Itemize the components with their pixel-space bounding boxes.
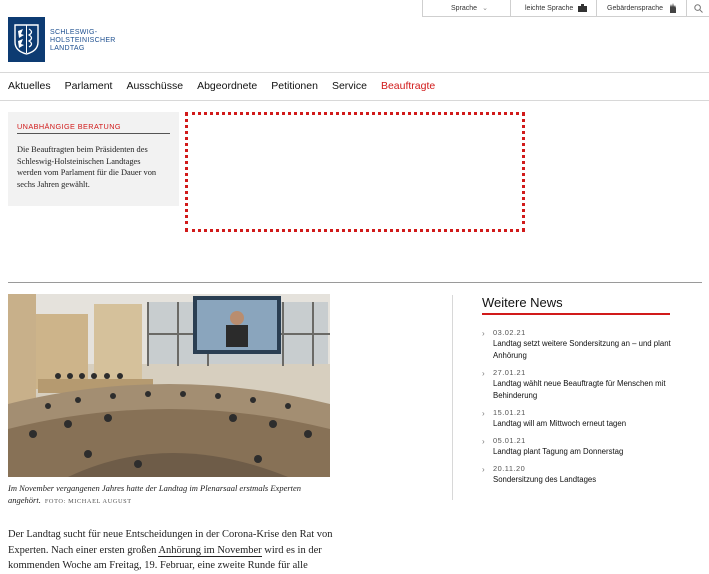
news-item[interactable] (482, 464, 682, 486)
news-headline[interactable]: Landtag will am Mittwoch erneut tagen (493, 419, 627, 428)
news-headline[interactable]: Landtag setzt weitere Sondersitzung an – und plant Anhörung (493, 339, 671, 360)
language-label: Sprache (451, 4, 478, 12)
easy-language-link[interactable] (511, 0, 597, 16)
news-headline[interactable]: Landtag wählt neue Beauftragte für Menschen mit Behinderung (493, 379, 666, 400)
nav-item-beauftragte[interactable]: Beauftragte (380, 80, 436, 92)
book-icon (578, 4, 587, 12)
nav-divider-top (0, 72, 709, 73)
nav-item-petitionen[interactable]: Petitionen (271, 80, 318, 92)
photo-caption-text: Im November vergangenen Jahres hatte der Landtag im Plenarsaal erstmals Experten angehört. (8, 483, 302, 505)
info-box (8, 112, 179, 206)
nav-item-service[interactable]: Service (331, 80, 367, 92)
news-date: 27.01.21 (493, 368, 526, 377)
chevron-right-icon: › (482, 369, 485, 378)
main-navigation (8, 80, 449, 92)
nav-item-abgeordnete[interactable]: Abgeordnete (197, 80, 258, 92)
utility-bar (422, 0, 709, 17)
language-selector[interactable] (423, 0, 511, 16)
nav-item-aktuelles[interactable]: Aktuelles (8, 80, 51, 92)
search-icon (694, 4, 703, 13)
section-divider (8, 282, 702, 283)
plenary-illustration (8, 294, 330, 477)
easy-language-label: leichte Sprache (525, 4, 574, 12)
chevron-right-icon: › (482, 409, 485, 418)
nav-item-parlament[interactable]: Parlament (64, 80, 113, 92)
photo-caption (8, 482, 328, 508)
content-placeholder (185, 112, 525, 232)
logo-line-3: LANDTAG (50, 45, 85, 52)
chevron-down-icon: ⌄ (482, 5, 488, 12)
photo-credit: FOTO: MICHAEL AUGUST (44, 498, 132, 505)
sign-language-link[interactable] (597, 0, 687, 16)
sign-language-label: Gebärdensprache (607, 4, 664, 12)
nav-divider-bottom (0, 100, 709, 101)
news-headline[interactable]: Landtag plant Tagung am Donnerstag (493, 447, 624, 456)
news-item[interactable] (482, 436, 682, 458)
news-date: 05.01.21 (493, 436, 526, 445)
hands-icon (668, 3, 678, 14)
info-box-rule (17, 133, 170, 134)
chevron-right-icon: › (482, 437, 485, 446)
news-item[interactable] (482, 328, 682, 362)
plenary-hall-photo (8, 294, 330, 477)
news-date: 20.11.20 (493, 464, 526, 473)
article-body (8, 527, 338, 574)
logo-line-2: HOLSTEINISCHER (50, 37, 116, 44)
news-item[interactable] (482, 368, 682, 402)
article-text-1: Der Landtag sucht für neue Entscheidungen in der Corona-Krise den Rat von Experten. Nach einer ersten großen (8, 529, 333, 556)
news-date: 03.02.21 (493, 328, 526, 337)
logo-line-1: SCHLESWIG- (50, 29, 98, 36)
chevron-right-icon: › (482, 465, 485, 474)
coat-of-arms-icon (13, 23, 40, 56)
news-list (482, 328, 682, 492)
logo-emblem[interactable] (8, 17, 45, 62)
search-button[interactable] (687, 0, 709, 16)
article-text-2: wird es in der kommenden Woche am Freitag, 19. Februar, eine zweite Runde für alle (8, 544, 322, 571)
news-title: Weitere News (482, 295, 563, 310)
news-date: 15.01.21 (493, 408, 526, 417)
news-headline[interactable]: Sondersitzung des Landtages (493, 475, 597, 484)
chevron-right-icon: › (482, 329, 485, 338)
logo-wordmark[interactable] (50, 29, 116, 53)
column-divider (452, 295, 453, 500)
info-box-title: UNABHÄNGIGE BERATUNG (17, 122, 121, 131)
news-item[interactable] (482, 408, 682, 430)
nav-item-ausschuesse[interactable]: Ausschüsse (126, 80, 184, 92)
hearing-november-link[interactable]: Anhörung im November (158, 544, 262, 556)
info-box-text: Die Beauftragten beim Präsidenten des Schleswig-Holsteinischen Landtages werden vom Parlament für die Dauer von sechs Jahren gewählt. (17, 145, 157, 189)
news-title-rule (482, 313, 670, 315)
